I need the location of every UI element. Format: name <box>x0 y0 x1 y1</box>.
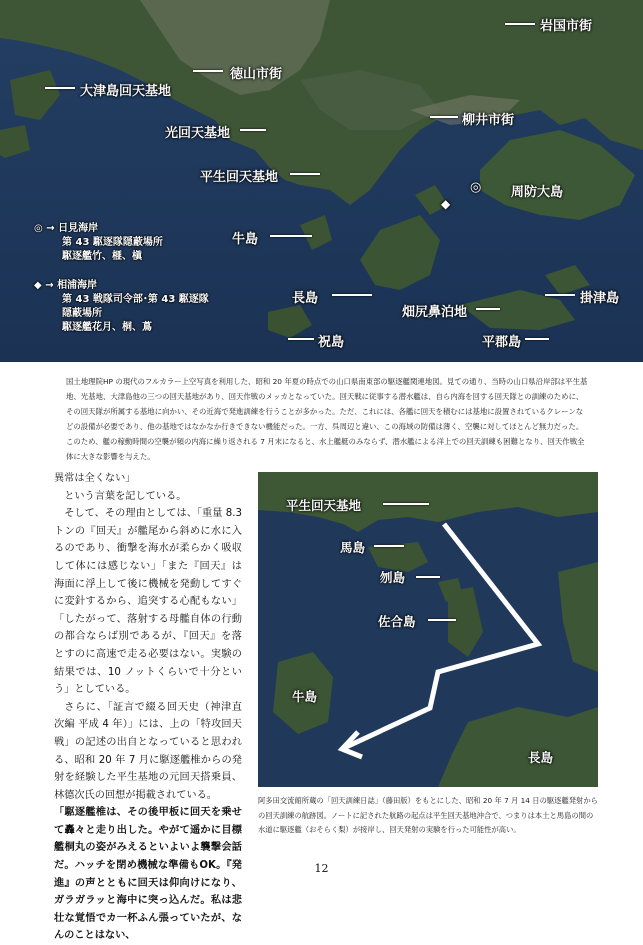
body-paragraph-4: さらに、「証言で綴る回天史（神津直次編 平成 4 年）」には、上の「特攻回天戦」の記述の出自となっていると思われる、昭和 20 年 7 月に駆逐艦椎からの発射を経験した平生基地の元回天搭乗員、林德次氏の回想が掲載されている。 <box>54 701 242 801</box>
leader-line-otsushima <box>45 87 75 89</box>
label-bottom-ushijima: 牛島 <box>292 689 318 704</box>
label-ushijima: 牛島 <box>232 232 259 247</box>
label-iwakuni: 岩国市街 <box>540 19 593 34</box>
leader-line-ushijima <box>270 235 312 237</box>
leader-line-iwakuni <box>505 23 535 25</box>
page-number: 12 <box>314 862 329 875</box>
legend-circle <box>34 222 163 264</box>
bottom-map-caption: 阿多田交流館所蔵の「回天訓練日誌」（藤田版）をもとにした、昭和 20 年 7 月 14 日の駆逐艦発射からの回天訓練の航跡図。ノートに記された航路の起点は平生回天基地沖合で、つまりは本土と馬島の間の水道に駆逐艦（おそらく梨）が接岸し、回天発射の実験を行った可能性が高い。 <box>258 796 598 834</box>
leader-line-nagashima <box>332 294 372 296</box>
body-paragraph-1: 異常は全くない」 <box>54 473 136 484</box>
leader-line-heigun <box>525 338 549 340</box>
leader-line-yanai <box>430 116 458 118</box>
leader-line-bottom-hirao <box>383 503 429 505</box>
top-satellite-map <box>0 0 643 362</box>
label-hatakari: 畑尻鼻泊地 <box>402 305 468 320</box>
label-sagoshima: 佐合島 <box>378 614 416 629</box>
label-hikari: 光回天基地 <box>165 126 231 141</box>
leader-line-hatakari <box>476 308 500 310</box>
label-otsushima: 大津島回天基地 <box>80 84 172 99</box>
legend-diamond-line3: 駆逐艦花月、桐、蔦 <box>62 322 152 333</box>
leader-line-iwaishima <box>288 338 314 340</box>
label-iwaishima: 祝島 <box>318 335 345 350</box>
bottom-satellite-map <box>258 472 598 787</box>
legend-circle-symbol: ◎ <box>34 223 43 234</box>
leader-line-hirao <box>290 173 320 175</box>
legend-diamond-line1: 第 43 戦隊司令部･第 43 駆逐隊 <box>62 294 209 305</box>
label-kakezu: 掛津島 <box>580 291 620 306</box>
legend-diamond-line2: 隠蔽場所 <box>62 308 102 319</box>
bottom-map-background <box>258 472 598 787</box>
legend-diamond-title: 相浦海岸 <box>57 280 98 291</box>
label-tokuyama: 徳山市街 <box>230 67 283 82</box>
label-bottom-hirao: 平生回天基地 <box>286 498 362 513</box>
leader-line-hikari <box>240 129 266 131</box>
label-karijima: 刎島 <box>380 570 406 585</box>
leader-line-karijima <box>416 576 440 578</box>
legend-circle-line1: 第 43 駆逐隊隠蔽場所 <box>62 237 163 248</box>
label-nagashima: 長島 <box>292 291 319 306</box>
leader-line-umashima <box>374 545 404 547</box>
label-yanai: 柳井市街 <box>462 113 515 128</box>
label-suooshima: 周防大島 <box>511 185 564 200</box>
leader-line-sagoshima <box>428 619 456 621</box>
label-umashima: 馬島 <box>340 540 366 555</box>
body-paragraph-5: 「駆逐艦椎は、その後甲板に回天を乗せて轟々と走り出した。やがて遥かに目標艦桐丸の姿がみえるといよいよ襲撃会話だ。ハッチを閉め機械な準備もOK。『発進』の声とともに回天は仰向けになり、ガラガラッと海中に突っ込んだ。私は悲壮な覚悟でカ一杯ふん張っていたが、なんのことはない、 <box>54 807 242 942</box>
legend-arrow-1: → <box>46 223 55 234</box>
legend-diamond-symbol: ◆ <box>34 280 42 291</box>
legend-circle-title: 日見海岸 <box>58 223 99 234</box>
legend-diamond <box>34 279 209 335</box>
legend-circle-line2: 駆逐艦竹、榧、槇 <box>62 251 142 262</box>
label-heigun: 平郡島 <box>482 335 522 350</box>
leader-line-kakezu <box>545 294 575 296</box>
top-map-caption: 国土地理院HP の現代のフルカラー上空写真を利用した、昭和 20 年夏の時点での山口県南東部の駆逐艦関連地図。見ての通り、当時の山口県沿岸部は平生基地、光基地、大津島他の三つの回天基地があり、回天作戦のメッカとなっていた。回天戦に従事する潜水艦は、自ら内海を回する回天隊との訓練のために、その回天隊が所属する基地に向かい、その近海で発進訓練を行うことが多かった。ただ、これには、各艦に回天を積むには基地に設置されているクレーンなどの設備が必要であり、他の基地ではなかなか行きできない機能だった。一方、呉周辺と違い、この海域の防備は薄く、空襲に対してほとんど無力だった。このため、艦の稼動時間の空襲が頻の内海に繰り返される 7 月末になると、水上艦艇のみならず、潜水艦による洋上での回天訓練も困難となり、回天作戦全体に大きな影響を与えた。 <box>66 377 588 461</box>
body-paragraph-3: そして、その理由としては、「重量 8.3 トンの『回天』が艦尾から斜めに水に入るのであり、衝撃を海水が柔らかく吸収して体には感じない」「また『回天』は海面に浮上して後に機械を発動してすぐに変針するから、追突する心配もない」「したがって、落射する母艦自体の行動の都合ならば別であるが、『回天』を落とすのに高速で走る必要はない。実験の結果では、10 ノットくらいで十分という」としている。 <box>54 508 242 696</box>
label-bottom-nagashima: 長島 <box>528 750 554 765</box>
diamond-marker: ◆ <box>441 197 451 211</box>
body-paragraph-2: という言葉を記している。 <box>64 490 187 502</box>
circle-marker: ◎ <box>470 180 482 195</box>
leader-line-tokuyama <box>193 70 223 72</box>
label-hirao: 平生回天基地 <box>200 170 279 185</box>
legend-arrow-2: → <box>45 280 54 291</box>
